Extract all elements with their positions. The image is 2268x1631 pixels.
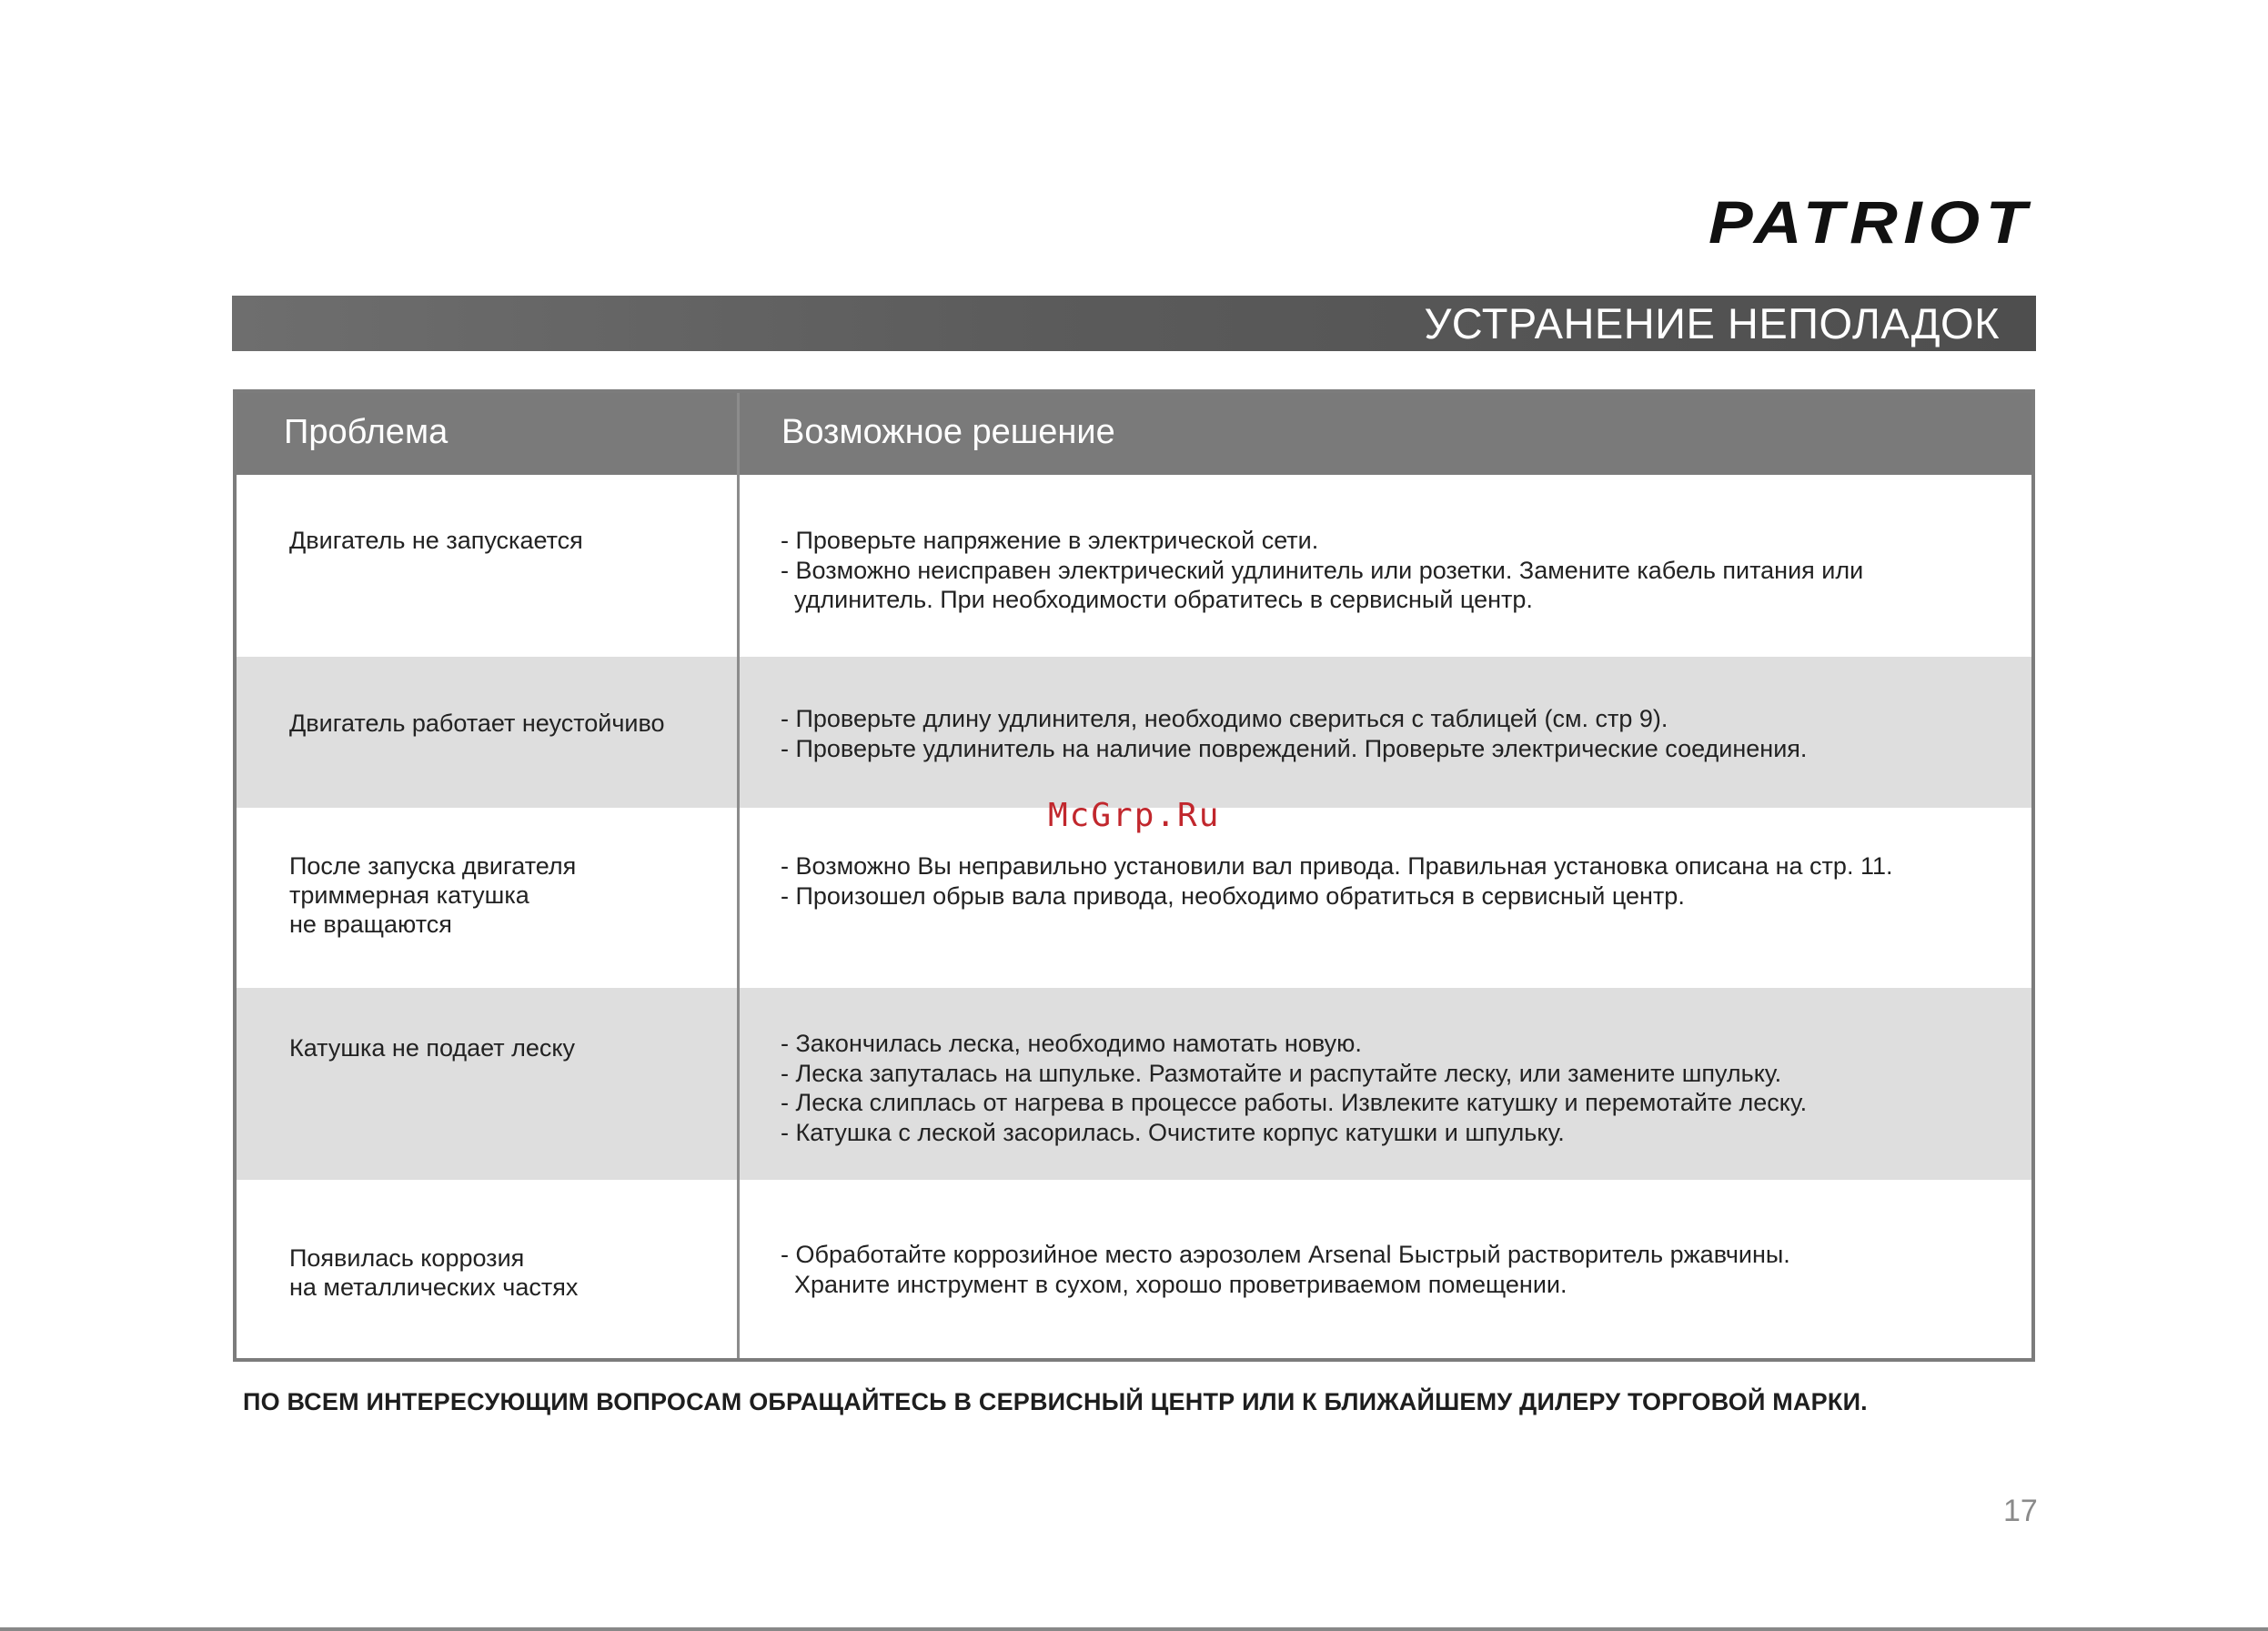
solution-cell [781,1029,2000,1147]
table-row [237,808,2031,988]
solution-line: - Проверьте длину удлинителя, необходимо свериться с таблицей (см. стр 9). [781,705,1668,732]
column-divider [737,393,740,1358]
footer-note: ПО ВСЕМ ИНТЕРЕСУЮЩИМ ВОПРОСАМ ОБРАЩАЙТЕСЬ В СЕРВИСНЫЙ ЦЕНТР ИЛИ К БЛИЖАЙШЕМУ ДИЛЕРУ ТОРГОВОЙ МАРКИ. [243,1388,1868,1415]
problem-line: Катушка не подает леску [289,1034,576,1062]
column-header-solution: Возможное решение [781,413,1115,451]
problem-line: на металлических частях [289,1274,579,1301]
solution-line: - Закончилась леска, необходимо намотать новую. [781,1030,1362,1057]
problem-cell [289,526,717,555]
table-row [237,1180,2031,1358]
patriot-logo [1703,186,2040,259]
problem-cell [289,709,717,738]
table-header [237,393,2031,475]
column-header-problem: Проблема [284,413,449,451]
watermark-text: McGrp.Ru [1048,797,1221,834]
troubleshooting-table [233,389,2035,1362]
svg-text:PATRIOT: PATRIOT [1709,188,2032,256]
table-row [237,475,2031,657]
solution-line: - Проверьте удлинитель на наличие повреждений. Проверьте электрические соединения. [781,734,1808,762]
solution-line: - Возможно Вы неправильно установили вал привода. Правильная установка описана на стр. 11. [781,852,1893,880]
solution-line: удлинитель. При необходимости обратитесь в сервисный центр. [781,586,1533,613]
problem-line: После запуска двигателя [289,852,577,880]
solution-line: - Леска запуталась на шпульке. Размотайте и распутайте леску, или замените шпульку. [781,1059,1782,1087]
table-row [237,657,2031,808]
problem-cell [289,1033,717,1062]
problem-line: не вращаются [289,911,452,938]
solution-line: Храните инструмент в сухом, хорошо проветриваемом помещении. [781,1270,1567,1298]
solution-cell [781,526,2000,615]
section-title: УСТРАНЕНИЕ НЕПОЛАДОК [1424,299,2000,347]
problem-line: триммерная катушка [289,881,529,909]
problem-cell [289,851,717,939]
problem-line: Двигатель не запускается [289,527,583,554]
solution-line: - Возможно неисправен электрический удлинитель или розетки. Замените кабель питания или [781,556,1864,584]
problem-cell [289,1243,717,1302]
solution-line: - Катушка с леской засорилась. Очистите корпус катушки и шпульку. [781,1118,1565,1146]
solution-line: - Леска слиплась от нагрева в процессе работы. Извлеките катушку и перемотайте леску. [781,1089,1808,1116]
solution-cell [781,704,2000,763]
problem-line: Двигатель работает неустойчиво [289,710,665,737]
page-number: 17 [2003,1494,2038,1528]
bottom-rule [0,1627,2268,1631]
solution-line: - Проверьте напряжение в электрической сети. [781,527,1319,554]
solution-line: - Обработайте коррозийное место аэрозолем Arsenal Быстрый растворитель ржавчины. [781,1241,1790,1268]
section-header-bar [232,296,2036,351]
problem-line: Появилась коррозия [289,1244,525,1272]
solution-line: - Произошел обрыв вала привода, необходимо обратиться в сервисный центр. [781,881,1685,910]
solution-cell [781,1240,2000,1299]
table-row [237,988,2031,1180]
solution-cell [781,851,2000,911]
